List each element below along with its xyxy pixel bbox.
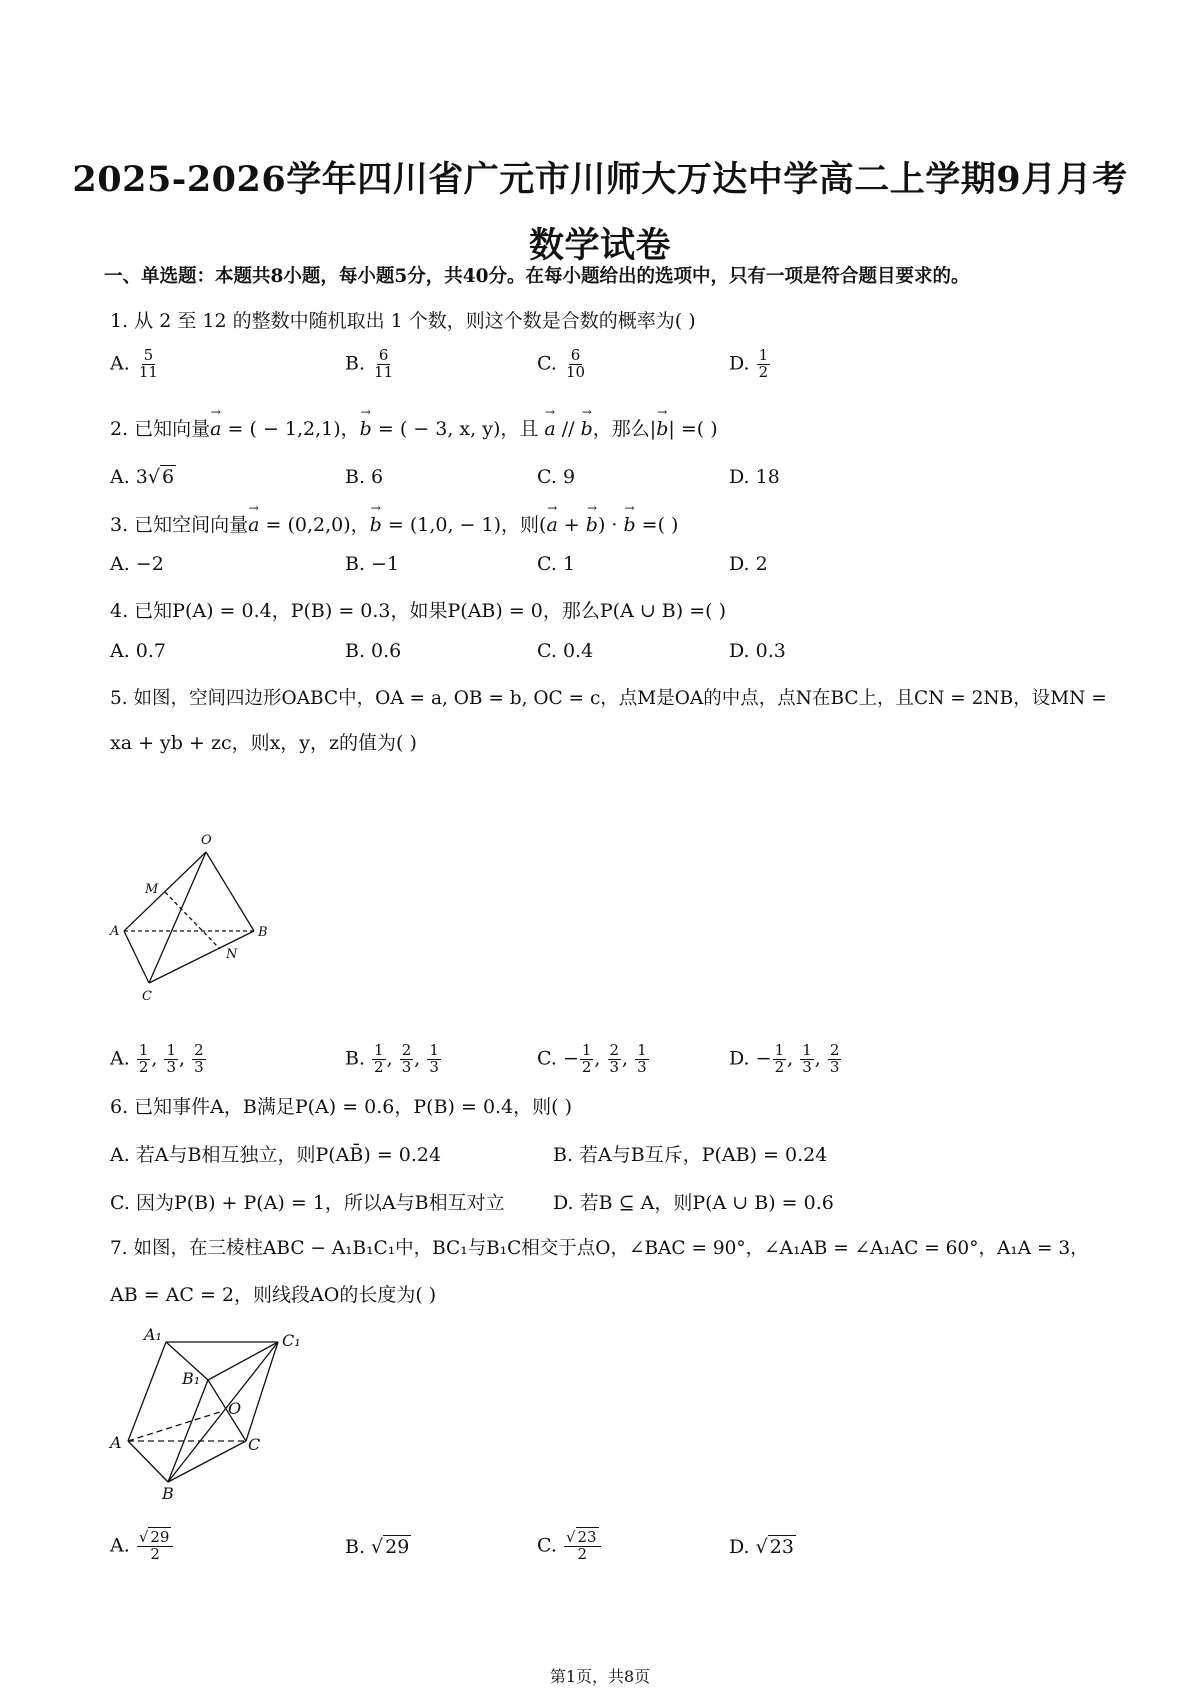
label-o: O xyxy=(228,1399,242,1418)
q3-option-d: D. 2 xyxy=(729,553,768,575)
q6-option-a: A. 若A与B相互独立，则P(AB̄) = 0.24 xyxy=(110,1144,442,1166)
q2-option-d: D. 18 xyxy=(729,466,780,488)
prism-figure xyxy=(100,1320,320,1500)
label-c1: C₁ xyxy=(282,1331,301,1350)
q7-option-d: D. √ 23 xyxy=(729,1536,794,1558)
label-c: C xyxy=(248,1435,261,1454)
q2-option-b: B. 6 xyxy=(345,466,384,488)
q6-option-d: D. 若B ⊆ A，则P(A ∪ B) = 0.6 xyxy=(553,1192,834,1214)
q2-option-a: A. 3√ 6 xyxy=(110,466,175,488)
q3-option-a: A. −2 xyxy=(110,553,164,575)
question-3: 3. 已知空间向量→ a = (0,2,0)，→ b = (1,0, − 1)，则(→ a + → b) · → b =( ) xyxy=(110,510,678,537)
label-b: B xyxy=(162,1484,174,1500)
exam-title-line2: 数学试卷 xyxy=(528,225,671,266)
q1-option-a: A. $\frac{5}{11}$ xyxy=(110,346,158,381)
q4-option-b: B. 0.6 xyxy=(345,640,402,662)
q1-option-c: C. $\frac{6}{10}$ xyxy=(537,346,586,381)
label-a: A xyxy=(110,924,120,939)
q7-option-b: B. √ 29 xyxy=(345,1536,410,1558)
question-7-line1: 7. 如图，在三棱柱ABC − A₁B₁C₁中，BC₁与B₁C相交于点O，∠BAC = 90°，∠A₁AB = ∠A₁AC = 60°，A₁A = 3， xyxy=(110,1238,1089,1259)
label-n: N xyxy=(226,947,238,962)
question-1: 1. 从 2 至 12 的整数中随机取出 1 个数，则这个数是合数的概率为( ) xyxy=(110,310,696,332)
q4-option-d: D. 0.3 xyxy=(729,640,786,662)
exam-title-line1: 2025-2026学年四川省广元市川师大万达中学高二上学期9月月考 xyxy=(72,159,1128,200)
q6-option-c: C. 因为P(B) + P(A) = 1，所以A与B相互对立 xyxy=(110,1192,505,1214)
label-c: C xyxy=(142,989,152,1004)
q7-option-c: C. $\frac{√ 23}{2}$ xyxy=(537,1530,602,1563)
q5-option-c: C. − $\frac{1}{2}$ , $\frac{2}{3}$ , $\frac{1}{3}$ xyxy=(537,1041,647,1076)
q4-option-c: C. 0.4 xyxy=(537,640,594,662)
question-5-line2: xa + yb + zc，则x，y，z的值为( ) xyxy=(110,732,417,754)
label-b: B xyxy=(258,925,268,940)
tetrahedron-figure xyxy=(100,760,280,1010)
q3-option-b: B. −1 xyxy=(345,553,400,575)
q1-option-d: D. $\frac{1}{2}$ xyxy=(729,346,769,381)
q4-option-a: A. 0.7 xyxy=(110,640,167,662)
question-4: 4. 已知P(A) = 0.4，P(B) = 0.3，如果P(AB) = 0，那么P(A ∪ B) =( ) xyxy=(110,600,726,622)
q6-option-b: B. 若A与B互斥，P(AB) = 0.24 xyxy=(553,1144,828,1166)
label-b1: B₁ xyxy=(182,1369,201,1388)
question-5-line1: 5. 如图，空间四边形OABC中，OA = a, OB = b, OC = c，点M是OA的中点，点N在BC上，且CN = 2NB，设MN = xyxy=(110,688,1107,709)
question-6: 6. 已知事件A，B满足P(A) = 0.6，P(B) = 0.4，则( ) xyxy=(110,1096,573,1118)
q2-option-c: C. 9 xyxy=(537,466,576,488)
q7-option-a: A. $\frac{√ 29}{2}$ xyxy=(110,1530,174,1563)
label-m: M xyxy=(145,882,159,897)
label-o: O xyxy=(201,833,212,848)
q1-option-b: B. $\frac{6}{11}$ xyxy=(345,346,394,381)
question-2: 2. 已知向量→ a = ( − 1,2,1)，→ b = ( − 3, x, y)，且 → a // → b，那么|→ b| =( ) xyxy=(110,414,718,441)
section-heading: 一、单选题：本题共8小题，每小题5分，共40分。在每小题给出的选项中，只有一项是符合题目要求的。 xyxy=(104,266,970,287)
label-a1: A₁ xyxy=(144,1325,162,1344)
q5-option-d: D. − $\frac{1}{2}$ , $\frac{1}{3}$ , $\frac{2}{3}$ xyxy=(729,1041,840,1076)
q5-option-a: A. $\frac{1}{2}$ , $\frac{1}{3}$ , $\frac{2}{3}$ xyxy=(110,1041,204,1076)
q5-option-b: B. $\frac{1}{2}$ , $\frac{2}{3}$ , $\frac{1}{3}$ xyxy=(345,1041,439,1076)
page-footer: 第1页，共8页 xyxy=(549,1667,651,1686)
q3-option-c: C. 1 xyxy=(537,553,576,575)
label-a: A xyxy=(110,1433,122,1452)
question-7-line2: AB = AC = 2，则线段AO的长度为( ) xyxy=(110,1284,437,1306)
